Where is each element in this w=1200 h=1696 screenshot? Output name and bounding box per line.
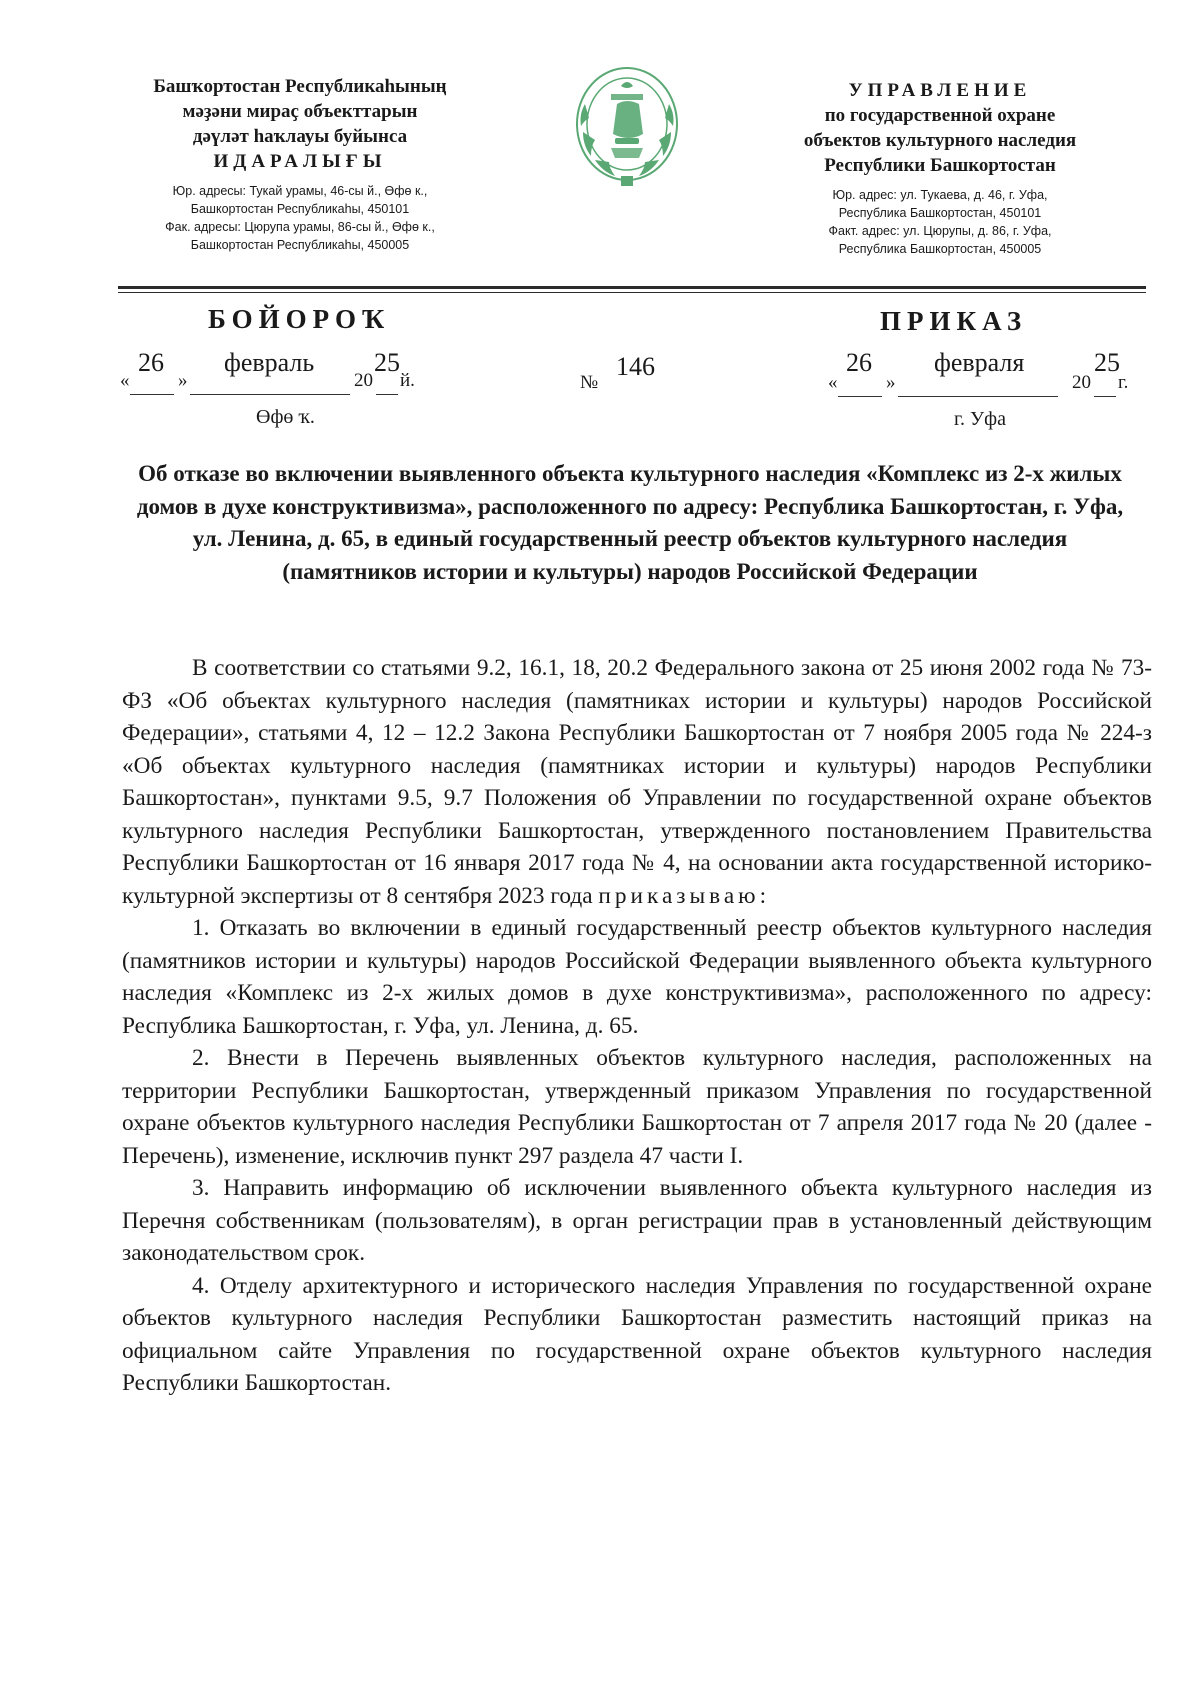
address-block-left — [110, 182, 490, 254]
org-name-line-3: дәүләт һаҡлауы буйынса — [192, 126, 408, 147]
address-line: Юр. адресы: Тукай урамы, 46-сы й., Өфө к., — [172, 184, 428, 198]
date-day: 26 — [846, 348, 872, 377]
address-line: Башкортостан Республикаһы, 450005 — [190, 238, 410, 252]
org-name-line-2: мәҙәни мираҫ объекттарын — [182, 101, 418, 122]
city-left: Өфө ҡ. — [256, 406, 315, 428]
order-word: приказываю: — [598, 882, 771, 909]
year-underline — [376, 394, 398, 395]
org-name-word: УПРАВЛЕНИЕ — [848, 80, 1032, 101]
org-name-line-3: Республики Башкортостан — [824, 155, 1056, 176]
preamble-paragraph — [122, 652, 1152, 912]
address-block-right — [750, 186, 1130, 258]
date-right — [828, 346, 1148, 396]
day-underline — [838, 396, 882, 397]
item-paragraph: 3. Направить информацию об исключении выявленного объекта культурного наследия из Перечня собственникам (пользователям), в орган регистрации прав в установленный действующим законодательством срок. — [122, 1175, 1152, 1266]
date-suffix: г. — [1118, 372, 1129, 393]
doc-type-left: БОЙОРОҠ — [208, 304, 391, 334]
month-underline — [190, 394, 350, 395]
order-number: 146 — [616, 352, 655, 381]
quote-open: « — [120, 370, 130, 391]
coat-of-arms-icon — [571, 64, 683, 194]
address-line: Юр. адрес: ул. Тукаева, д. 46, г. Уфа, — [832, 188, 1048, 202]
number-sign: № — [580, 372, 599, 393]
month-underline — [898, 396, 1058, 397]
header-divider-thick — [118, 286, 1146, 289]
doc-type-right: ПРИКАЗ — [880, 306, 1028, 336]
item-paragraph: 2. Внести в Перечень выявленных объектов культурного наследия, расположенных на территории Республики Башкортостан, утвержденный приказом Управления по государственной охране объектов культурного наследия Республики Башкортостан от 7 апреля 2017 года № 20 (далее - Перечень), изменение, исключив пункт 297 раздела 47 части I. — [122, 1045, 1152, 1169]
document-title: Об отказе во включении выявленного объекта культурного наследия «Комплекс из 2-х жилых домов в духе конструктивизма», расположенного по адресу: Республика Башкортостан, г. Уфа, ул. Ленина, д. 65, в единый государственный реестр объектов культурного наследия (памятников истории и культуры) народов Российской Федерации — [136, 461, 1124, 584]
date-left — [120, 344, 440, 394]
org-name-line-1: Башҡортостан Республикаһының — [153, 76, 447, 97]
date-month: февраля — [934, 348, 1025, 377]
date-century: 20 — [354, 370, 373, 391]
org-name-word: ИДАРАЛЫҒЫ — [213, 151, 387, 172]
org-name-line-2: объектов культурного наследия — [803, 130, 1077, 151]
quote-close: » — [886, 372, 896, 393]
header-divider-thin — [118, 292, 1146, 293]
address-line: Республика Башкортостан, 450101 — [838, 206, 1042, 220]
header-right — [750, 78, 1130, 258]
address-line: Факт. адрес: ул. Цюрупы, д. 86, г. Уфа, — [828, 224, 1052, 238]
header-left — [110, 74, 490, 254]
day-underline — [130, 394, 174, 395]
address-line: Фак. адресы: Цюрупа урамы, 86-сы й., Өфө к., — [165, 220, 435, 234]
date-year: 25 — [1094, 348, 1120, 377]
quote-open: « — [828, 372, 838, 393]
city-right: г. Уфа — [954, 408, 1006, 430]
item-paragraph: 4. Отделу архитектурного и исторического наследия Управления по государственной охране объектов культурного наследия Республики Башкортостан разместить настоящий приказ на официальном сайте Управления по государственной охране объектов культурного наследия Республики Башкортостан. — [122, 1272, 1152, 1396]
address-line: Республика Башкортостан, 450005 — [838, 242, 1042, 256]
date-month: февраль — [224, 348, 315, 377]
date-year: 25 — [374, 348, 400, 377]
quote-close: » — [178, 370, 188, 391]
date-century: 20 — [1072, 372, 1091, 393]
date-day: 26 — [138, 348, 164, 377]
org-name-line-1: по государственной охране — [824, 105, 1056, 126]
date-suffix: й. — [400, 370, 415, 391]
year-underline — [1094, 396, 1116, 397]
document-body — [122, 652, 1152, 1400]
preamble-text: В соответствии со статьями 9.2, 16.1, 18, 20.2 Федерального закона от 25 июня 2002 года № 73-ФЗ «Об объектах культурного наследия (памятниках истории и культуры) народов Российской Федерации», статьями 4, 12 – 12.2 Закона Республики Башкортостан от 7 ноября 2005 года № 224-з «Об объектах культурного наследия (памятниках истории и культуры) народов Республики Башкортостан», пунктами 9.5, 9.7 Положения об Управлении по государственной охране объектов культурного наследия Республики Башкортостан, утвержденного постановлением Правительства Республики Башкортостан от 16 января 2017 года № 4, на основании акта государственной историко-культурной экспертизы от 8 сентября 2023 года — [122, 655, 1152, 909]
item-paragraph: 1. Отказать во включении в единый государственный реестр объектов культурного наследия (памятников истории и культуры) народов Российской Федерации выявленного объекта культурного наследия «Комплекс из 2-х жилых домов в духе конструктивизма», расположенного по адресу: Республика Башкортостан, г. Уфа, ул. Ленина, д. 65. — [122, 915, 1152, 1039]
address-line: Башкортостан Республикаһы, 450101 — [190, 202, 410, 216]
